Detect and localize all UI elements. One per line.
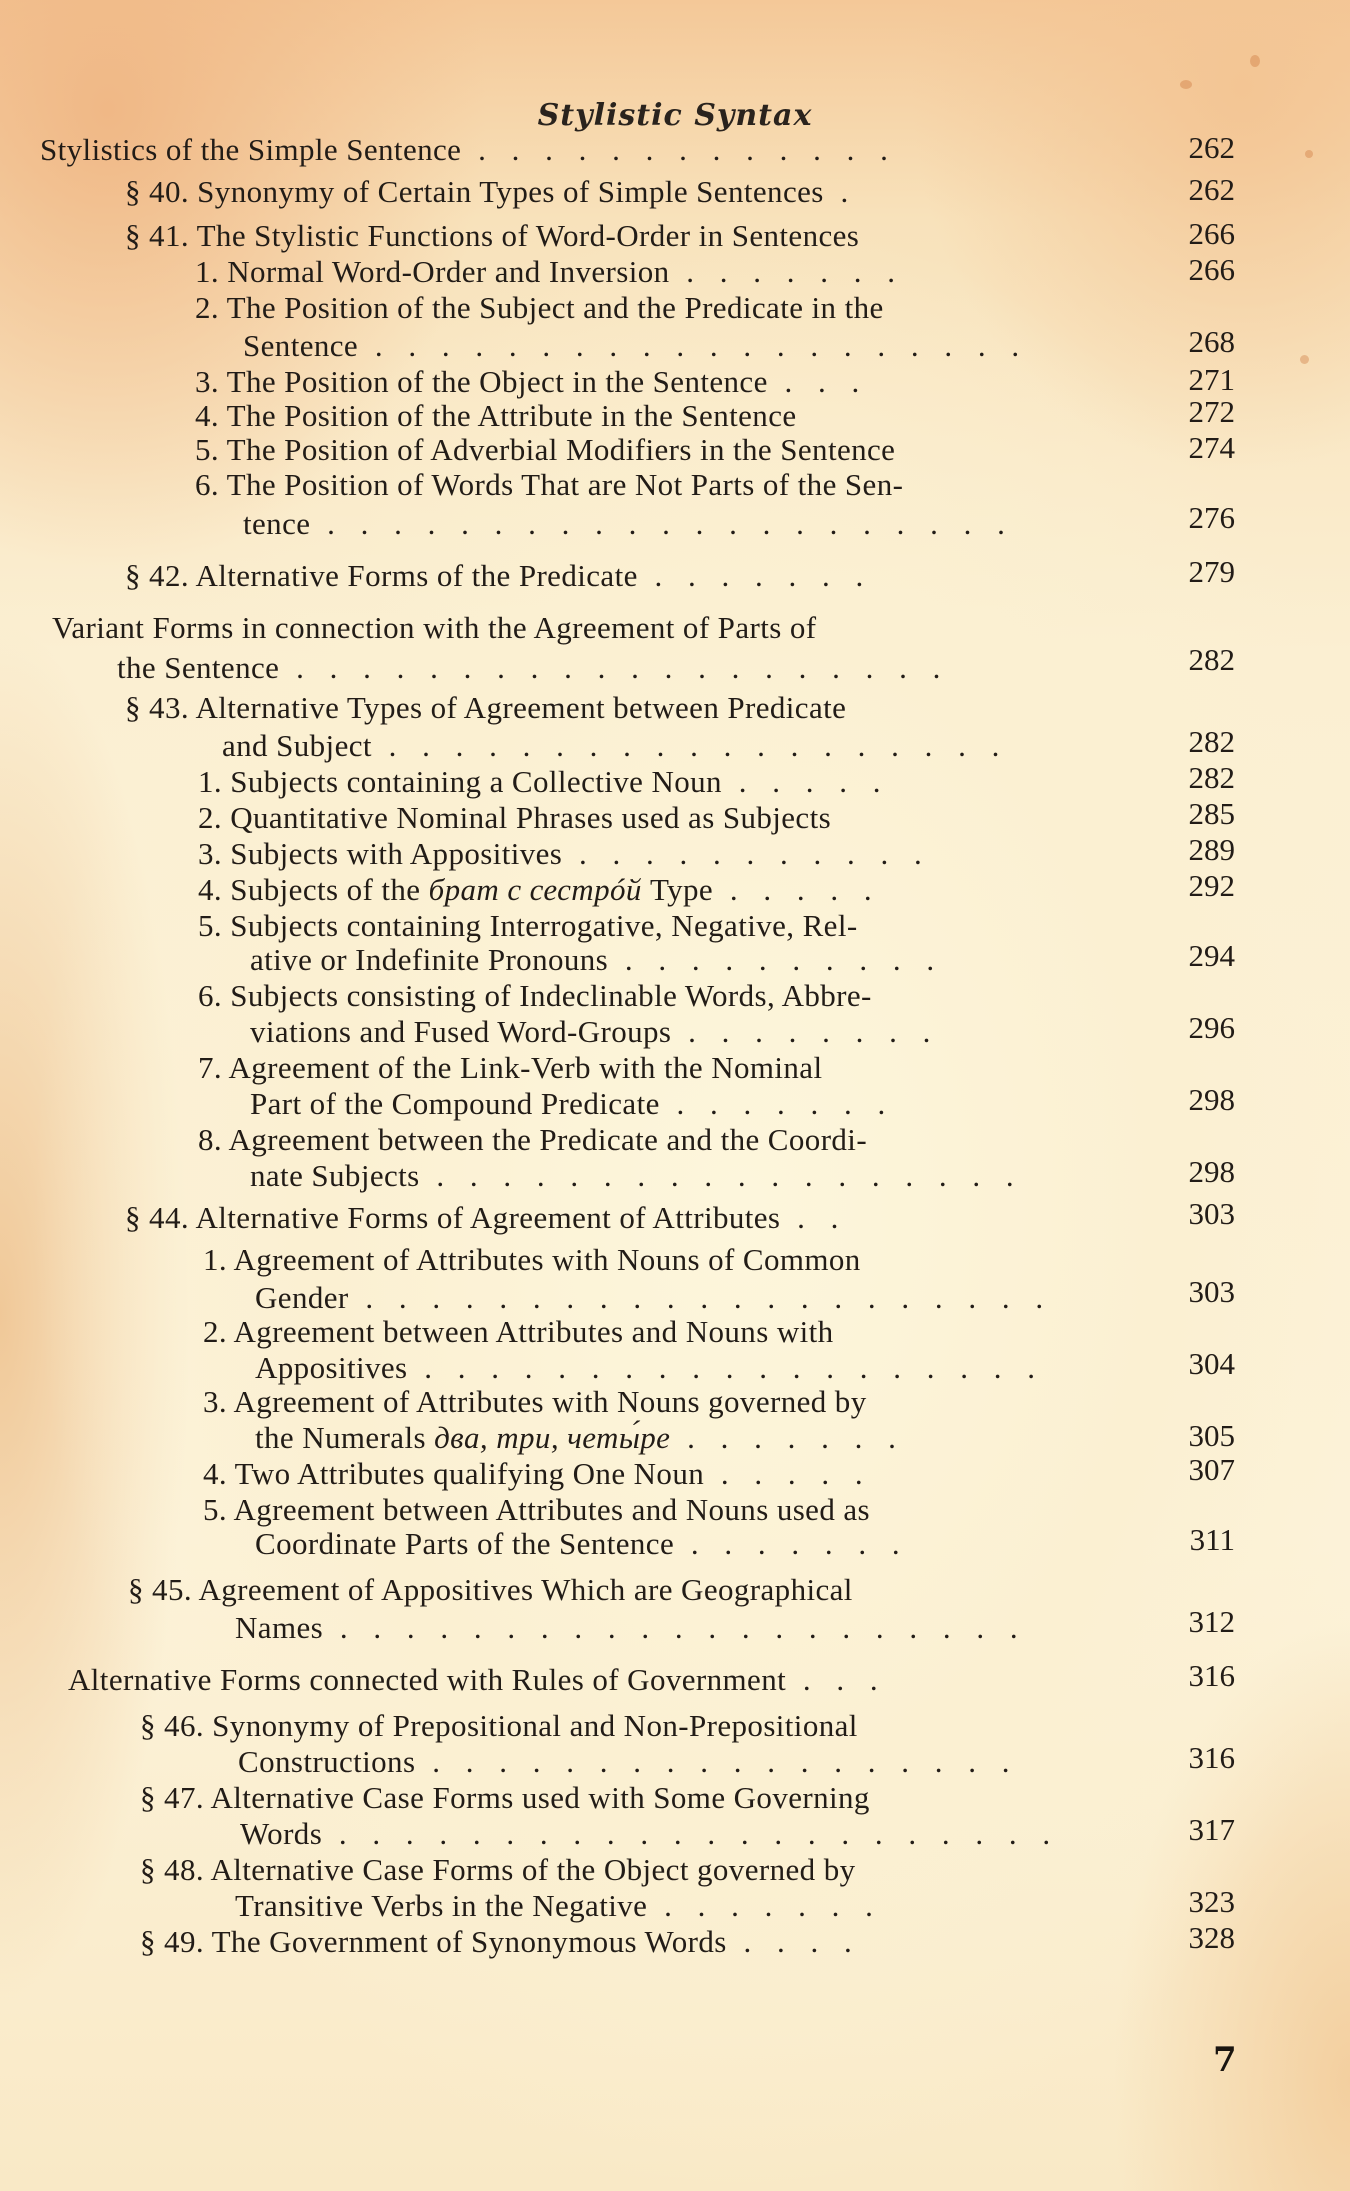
- toc-entry-title: 8. Agreement between the Predicate and the Coordi-: [198, 1122, 868, 1157]
- foxing-spot: [1250, 55, 1260, 67]
- toc-page-number: 272: [1188, 394, 1235, 429]
- dot-leader: . . . . . . .: [659, 1086, 895, 1121]
- toc-entry: [140, 1924, 861, 1960]
- toc-page-number: 262: [1188, 130, 1235, 165]
- toc-page-number: 312: [1188, 1604, 1235, 1639]
- toc-page-number: 285: [1188, 796, 1235, 831]
- toc-entry: [198, 800, 831, 836]
- dot-leader: . . . . . . . . . . . . .: [461, 132, 897, 167]
- toc-page-number: 296: [1188, 1010, 1235, 1045]
- toc-entry: [198, 872, 881, 908]
- toc-page-number: 266: [1188, 252, 1235, 287]
- foxing-spot: [1180, 80, 1192, 89]
- toc-entry: [203, 1314, 834, 1350]
- toc-entry-title: 4. Two Attributes qualifying One Noun: [203, 1456, 705, 1491]
- toc-page-number: 294: [1188, 938, 1235, 973]
- toc-entry-title: the Sentence: [117, 650, 280, 685]
- toc-entry: [235, 1610, 1027, 1646]
- dot-leader: . . . . .: [713, 872, 881, 907]
- toc-page-number: 282: [1188, 760, 1235, 795]
- toc-page-number: 303: [1188, 1274, 1235, 1309]
- toc-entry: [243, 328, 1028, 364]
- toc-entry: [255, 1526, 909, 1562]
- toc-entry-title: 3. Subjects with Appositives: [198, 836, 563, 871]
- toc-entry-title: Stylistics of the Simple Sentence: [40, 132, 462, 167]
- toc-entry-title: 4. The Position of the Attribute in the Sentence: [195, 398, 797, 433]
- toc-page-number: 328: [1188, 1920, 1235, 1955]
- toc-entry: [222, 728, 1008, 764]
- toc-page-number: 276: [1188, 500, 1235, 535]
- toc-entry-title: 1. Normal Word-Order and Inversion: [195, 254, 670, 289]
- toc-entry-title: 3. The Position of the Object in the Sentence: [195, 364, 768, 399]
- toc-entry-title: 2. Agreement between Attributes and Nouns with: [203, 1314, 834, 1349]
- toc-entry-title: 2. The Position of the Subject and the Predicate in the: [195, 290, 884, 325]
- toc-entry-russian-example: брат с сестрóй: [428, 872, 642, 907]
- toc-page-number: 279: [1188, 554, 1235, 589]
- toc-page-number: 262: [1188, 172, 1235, 207]
- toc-entry-title: 7. Agreement of the Link-Verb with the Nominal: [198, 1050, 823, 1085]
- toc-entry-title: Part of the Compound Predicate: [250, 1086, 660, 1121]
- toc-entry: [125, 690, 846, 726]
- toc-entry: [250, 942, 943, 978]
- dot-leader: . . . . .: [721, 764, 890, 799]
- dot-leader: . . . . . . . . . . . . . . . . . . . . .: [323, 1610, 1027, 1645]
- foxing-spot: [1300, 355, 1309, 364]
- dot-leader: . . . . . . . . . .: [608, 942, 944, 977]
- dot-leader: . . . . . . . .: [671, 1014, 940, 1049]
- toc-page-number: 271: [1188, 362, 1235, 397]
- dot-leader: . . . . . . .: [670, 1420, 905, 1455]
- toc-entry-title: nate Subjects: [250, 1158, 420, 1193]
- toc-entry-title: 1. Subjects containing a Collective Noun: [198, 764, 722, 799]
- toc-page-number: 298: [1188, 1154, 1235, 1189]
- toc-entry-title: Variant Forms in connection with the Agreement of Parts of: [52, 610, 817, 645]
- toc-entry-title: § 46. Synonymy of Prepositional and Non-Prepositional: [140, 1708, 858, 1743]
- toc-page-number: 282: [1188, 642, 1235, 677]
- toc-entry: [198, 978, 872, 1014]
- toc-page-number: 323: [1188, 1884, 1235, 1919]
- toc-entry-title: § 41. The Stylistic Functions of Word-Order in Sentences: [125, 218, 860, 253]
- toc-entry: [125, 1200, 847, 1236]
- toc-entry-title: Appositives: [255, 1350, 408, 1385]
- toc-entry-title: Coordinate Parts of the Sentence: [255, 1526, 675, 1561]
- toc-page-number: 298: [1188, 1082, 1235, 1117]
- dot-leader: . . .: [786, 1662, 887, 1697]
- toc-entry-title-continued: Type: [641, 872, 714, 907]
- toc-entry-title: 1. Agreement of Attributes with Nouns of Common: [203, 1242, 861, 1277]
- page-number: 7: [1213, 2040, 1237, 2080]
- toc-page-number: 268: [1188, 324, 1235, 359]
- toc-entry: [250, 1014, 939, 1050]
- dot-leader: . .: [780, 1200, 848, 1235]
- toc-entry: [198, 836, 931, 872]
- toc-entry: [195, 398, 797, 434]
- toc-entry: [125, 558, 872, 594]
- toc-entry-title: 5. Agreement between Attributes and Nouns used as: [203, 1492, 871, 1527]
- toc-entry: [238, 1744, 1018, 1780]
- toc-entry: [40, 132, 897, 168]
- toc-entry-title: § 43. Alternative Types of Agreement between Predicate: [125, 690, 847, 725]
- toc-entry-title: 6. Subjects consisting of Indeclinable Words, Abbre-: [198, 978, 872, 1013]
- dot-leader: . . . . . . .: [637, 558, 873, 593]
- toc-entry-title: Constructions: [238, 1744, 416, 1779]
- toc-entry-title: Gender: [255, 1280, 349, 1315]
- toc-page-number: 316: [1188, 1740, 1235, 1775]
- dot-leader: .: [823, 174, 858, 209]
- dot-leader: . . . . . . . . . . . . . . . . . . . . . .: [322, 1816, 1060, 1851]
- toc-page-number: 304: [1188, 1346, 1235, 1381]
- dot-leader: . . . .: [726, 1924, 861, 1959]
- toc-entry: [255, 1420, 905, 1456]
- toc-entry-title: § 48. Alternative Case Forms of the Object governed by: [140, 1852, 856, 1887]
- toc-page-number: 282: [1188, 724, 1235, 759]
- toc-entry-title: Names: [235, 1610, 324, 1645]
- toc-entry: [255, 1280, 1052, 1316]
- running-head: Stylistic Syntax: [537, 98, 813, 133]
- toc-entry: [195, 432, 895, 468]
- dot-leader: . . . . . . . . . . . . . . . . . . . . .: [348, 1280, 1053, 1315]
- dot-leader: . . .: [767, 364, 869, 399]
- toc-entry-title: Transitive Verbs in the Negative: [235, 1888, 648, 1923]
- toc-entry-title: Words: [240, 1816, 323, 1851]
- toc-entry-title: § 47. Alternative Case Forms used with Some Governing: [140, 1780, 870, 1815]
- toc-entry-title: 5. Subjects containing Interrogative, Negative, Rel-: [198, 908, 858, 943]
- toc-page-number: 307: [1188, 1452, 1235, 1487]
- foxing-spot: [1305, 150, 1313, 158]
- toc-entry: [250, 1086, 894, 1122]
- dot-leader: . . . . . . . . . . .: [562, 836, 931, 871]
- toc-entry-title: § 40. Synonymy of Certain Types of Simple Sentences: [125, 174, 824, 209]
- toc-entry-title: 4. Subjects of the: [198, 872, 429, 907]
- dot-leader: . . . . . . . . . . . . . . . . . . . . .: [310, 506, 1014, 541]
- toc-entry-title: § 49. The Government of Synonymous Words: [140, 1924, 727, 1959]
- toc-entry: [125, 174, 857, 210]
- toc-entry: [195, 467, 903, 503]
- toc-entry-title: ative or Indefinite Pronouns: [250, 942, 609, 977]
- toc-entry-title: viations and Fused Word-Groups: [250, 1014, 672, 1049]
- toc-entry: [195, 290, 884, 326]
- dot-leader: . . . . . . . . . . . . . . . . . .: [419, 1158, 1023, 1193]
- dot-leader: . . . . .: [704, 1456, 872, 1491]
- toc-page-number: 289: [1188, 832, 1235, 867]
- toc-entry: [235, 1888, 882, 1924]
- toc-entry-title: the Numerals: [255, 1420, 435, 1455]
- toc-entry: [255, 1350, 1044, 1386]
- toc-entry: [203, 1384, 867, 1420]
- toc-entry: [140, 1708, 858, 1744]
- toc-entry: [198, 764, 889, 800]
- toc-entry-title: 6. The Position of Words That are Not Parts of the Sen-: [195, 467, 904, 502]
- toc-page-number: 303: [1188, 1196, 1235, 1231]
- toc-entry-title: 3. Agreement of Attributes with Nouns governed by: [203, 1384, 867, 1419]
- toc-entry: [140, 1852, 856, 1888]
- toc-entry: [203, 1492, 870, 1528]
- toc-entry-title: 5. The Position of Adverbial Modifiers in the Sentence: [195, 432, 896, 467]
- toc-entry: [195, 254, 904, 290]
- toc-page-number: 311: [1189, 1522, 1235, 1557]
- toc-entry: [68, 1662, 887, 1698]
- toc-entry: [250, 1158, 1023, 1194]
- toc-entry-title: and Subject: [222, 728, 372, 763]
- toc-entry: [198, 1122, 867, 1158]
- dot-leader: . . . . . . . . . . . . . . . . . . .: [371, 728, 1009, 763]
- toc-entry-title: § 42. Alternative Forms of the Predicate: [125, 558, 638, 593]
- toc-entry-title: 2. Quantitative Nominal Phrases used as Subjects: [198, 800, 832, 835]
- toc-entry: [243, 506, 1014, 542]
- toc-entry-title: § 44. Alternative Forms of Agreement of Attributes: [125, 1200, 781, 1235]
- toc-entry: [195, 364, 868, 400]
- toc-entry: [198, 908, 858, 944]
- dot-leader: . . . . . . . . . . . . . . . . . . .: [407, 1350, 1045, 1385]
- toc-entry: [128, 1572, 853, 1608]
- toc-entry-russian-example: двa, три, четы́ре: [434, 1420, 671, 1455]
- toc-entry: [140, 1780, 870, 1816]
- toc-page-number: 292: [1188, 868, 1235, 903]
- toc-entry-title: § 45. Agreement of Appositives Which are Geographical: [128, 1572, 853, 1607]
- toc-entry: [117, 650, 949, 686]
- toc-page-number: 274: [1188, 430, 1235, 465]
- toc-page-number: 305: [1188, 1418, 1235, 1453]
- toc-entry-title: Sentence: [243, 328, 359, 363]
- toc-entry: [198, 1050, 822, 1086]
- dot-leader: . . . . . . . . . . . . . . . . . . . .: [279, 650, 950, 685]
- toc-entry: [203, 1242, 861, 1278]
- toc-page-number: 316: [1188, 1658, 1235, 1693]
- toc-entry-title: Alternative Forms connected with Rules of Government: [68, 1662, 787, 1697]
- toc-entry: [52, 610, 816, 646]
- dot-leader: . . . . . . . . . . . . . . . . . . . .: [358, 328, 1029, 363]
- toc-entry: [240, 1816, 1059, 1852]
- toc-entry-title: tence: [243, 506, 311, 541]
- toc-entry: [125, 218, 859, 254]
- toc-entry: [203, 1456, 872, 1492]
- dot-leader: . . . . . . .: [647, 1888, 882, 1923]
- toc-page-number: 266: [1188, 216, 1235, 251]
- toc-page-number: 317: [1188, 1812, 1235, 1847]
- dot-leader: . . . . . . . . . . . . . . . . . .: [415, 1744, 1019, 1779]
- dot-leader: . . . . . . .: [669, 254, 905, 289]
- dot-leader: . . . . . . .: [674, 1526, 909, 1561]
